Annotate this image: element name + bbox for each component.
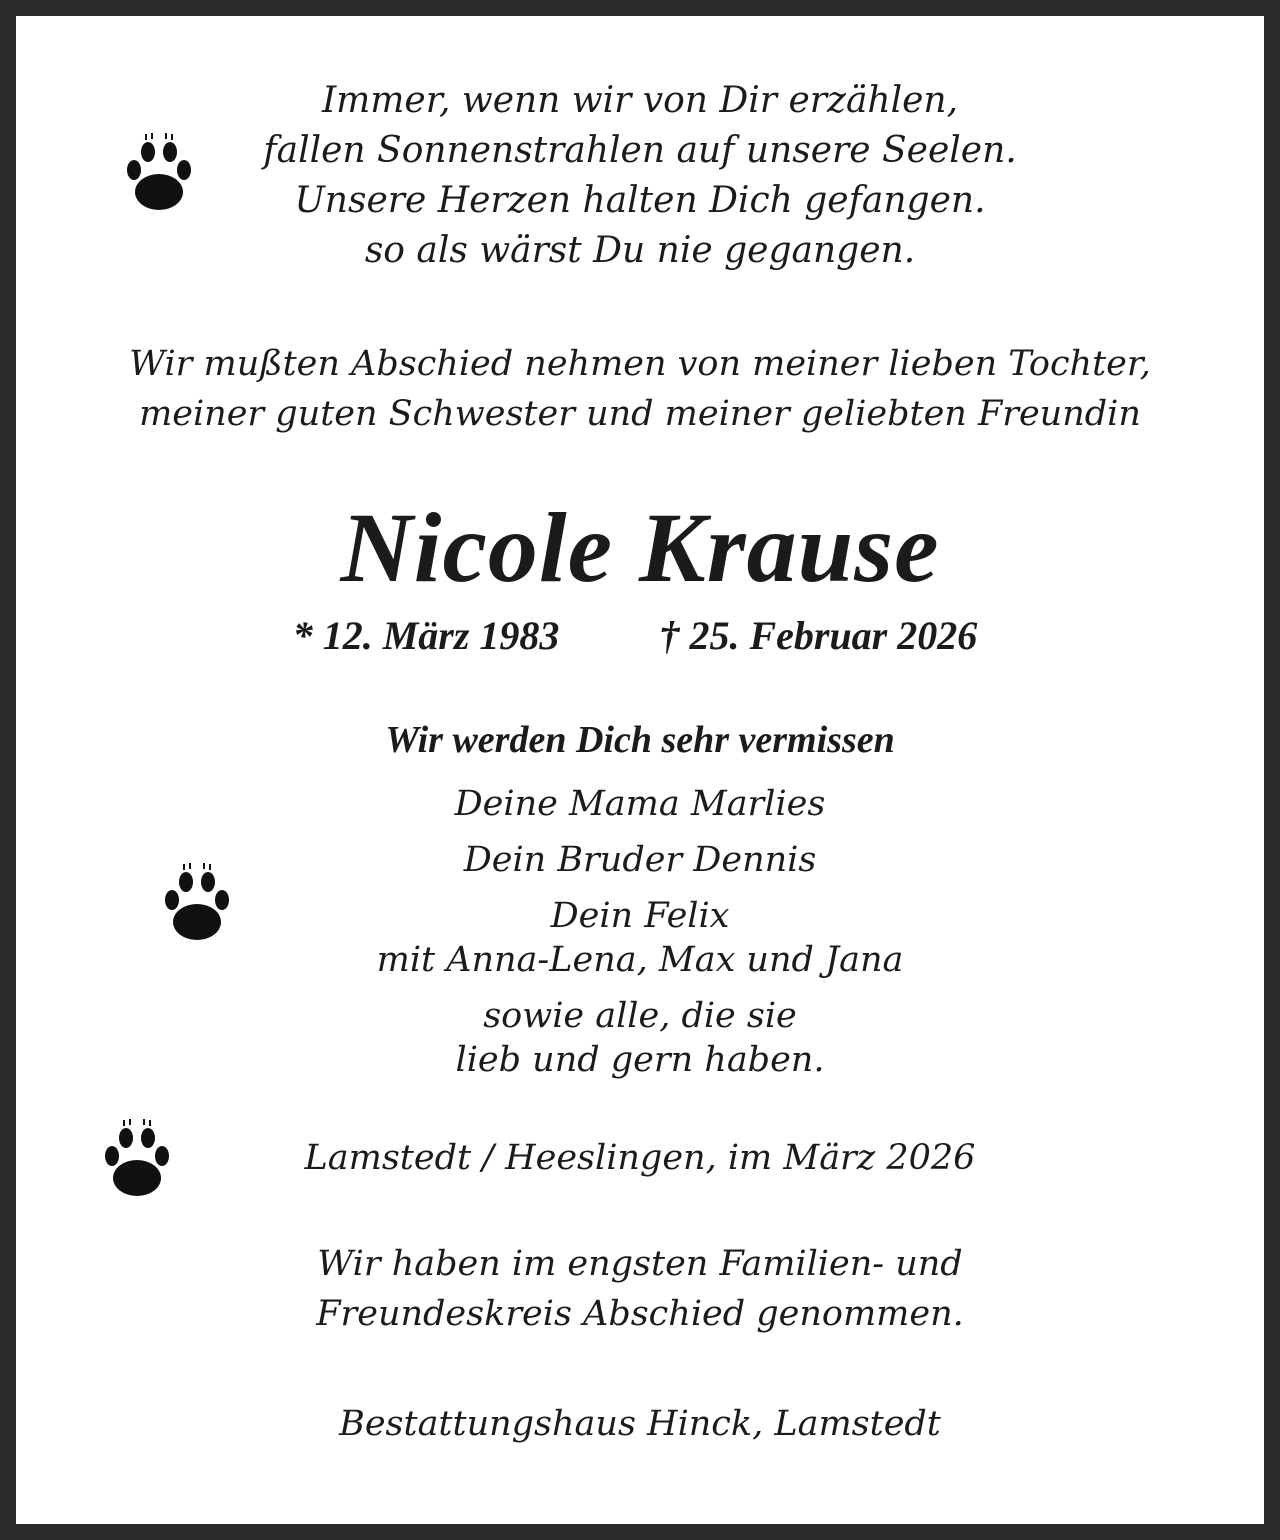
family-member: sowie alle, die sie: [483, 996, 797, 1036]
verse-line: fallen Sonnenstrahlen auf unsere Seelen.: [263, 130, 1017, 171]
verse-line: so als wärst Du nie gegangen.: [364, 230, 916, 271]
family-member: lieb und gern haben.: [455, 1040, 825, 1080]
intro-line: meiner guten Schwester und meiner geliebten Freundin: [139, 394, 1141, 434]
undertaker: Bestattungshaus Hinck, Lamstedt: [339, 1404, 941, 1444]
miss-you-line: Wir werden Dich sehr vermissen: [385, 719, 895, 761]
verse-line: Unsere Herzen halten Dich gefangen.: [294, 180, 986, 221]
verse-line: Immer, wenn wir von Dir erzählen,: [321, 80, 959, 121]
family-member: mit Anna-Lena, Max und Jana: [376, 940, 904, 980]
intro-line: Wir mußten Abschied nehmen von meiner lieben Tochter,: [129, 344, 1151, 384]
family-member: Dein Bruder Dennis: [463, 840, 817, 880]
death-date: † 25. Februar 2026: [659, 613, 978, 658]
deceased-name: Nicole Krause: [340, 492, 940, 603]
birth-date: * 12. März 1983: [292, 613, 560, 658]
farewell-line: Wir haben im engsten Familien- und: [317, 1244, 963, 1284]
place-date: Lamstedt / Heeslingen, im März 2026: [304, 1138, 976, 1178]
family-member: Dein Felix: [550, 896, 730, 936]
farewell-line: Freundeskreis Abschied genommen.: [316, 1294, 964, 1334]
family-member: Deine Mama Marlies: [454, 784, 826, 824]
life-dates: [0, 612, 1275, 659]
